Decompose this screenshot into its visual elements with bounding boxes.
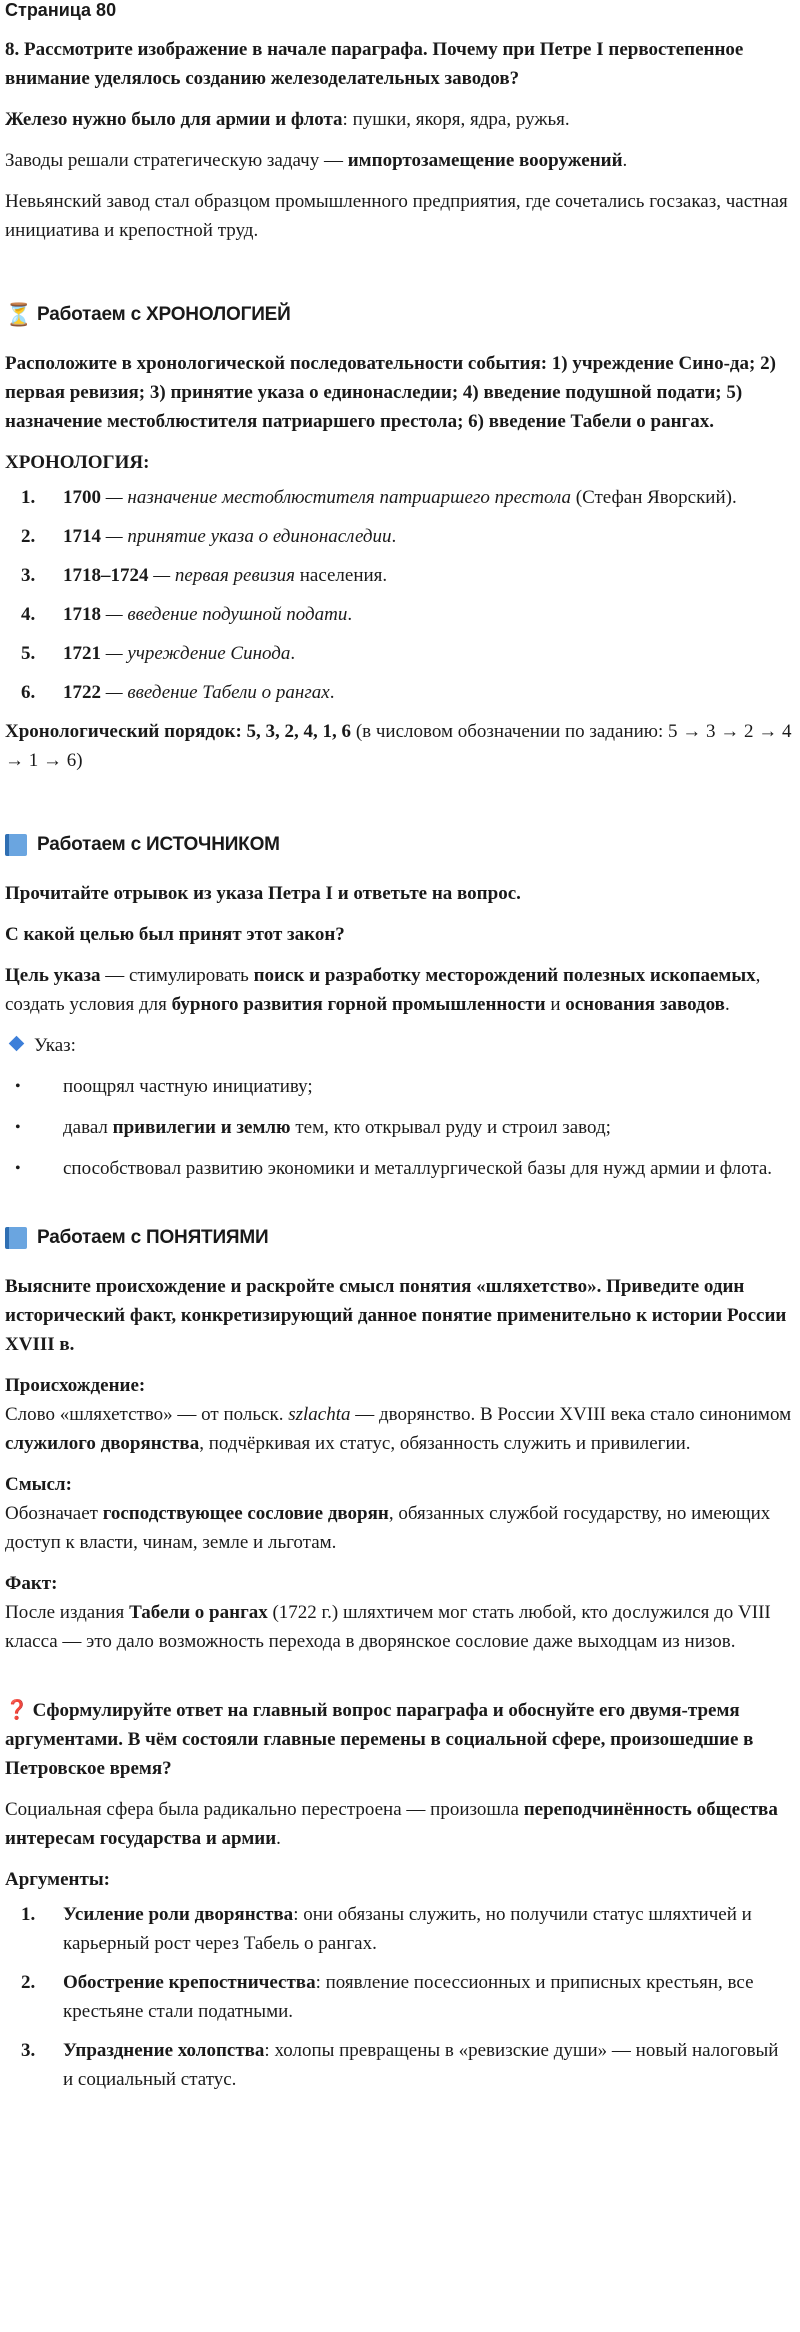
diamond-icon	[9, 1036, 25, 1052]
fact-text: После издания Табели о рангах (1722 г.) шляхтичем мог стать любой, кто дослужился до VIII класса — это дало возможность перехода в дворянское сословие даже выходцам из низов.	[5, 1602, 771, 1652]
list-item: 2. 1714 — принятие указа о единонаследии.	[21, 526, 397, 547]
fact-title: Факт:	[5, 1573, 58, 1594]
q8-answer-2: Заводы решали стратегическую задачу — импортозамещение вооружений.	[5, 150, 628, 171]
source-task-1: Прочитайте отрывок из указа Петра I и ответьте на вопрос.	[5, 883, 521, 904]
bullet-icon: •	[15, 1119, 21, 1136]
ukaz-list	[5, 1072, 792, 1183]
meaning-text: Обозначает господствующее сословие дворян, обязанных службой государству, но имеющих доступ к власти, чинам, земле и льготам.	[5, 1503, 771, 1553]
origin-title: Происхождение:	[5, 1375, 146, 1396]
chronology-subheading: ХРОНОЛОГИЯ:	[5, 452, 150, 473]
concepts-task: Выясните происхождение и раскройте смысл понятия «шляхетство». Приведите один исторический факт, конкретизирующий данное понятие применительно к истории России XVIII в.	[5, 1276, 787, 1355]
final-question: ❓ Сформулируйте ответ на главный вопрос параграфа и обоснуйте его двумя-тремя аргументами. В чём состояли главные перемены в социальной сфере, произошедшие в Петровское время?	[5, 1699, 754, 1779]
meaning-title: Смысл:	[5, 1474, 72, 1495]
concepts-heading: Работаем с ПОНЯТИЯМИ	[5, 1223, 792, 1252]
bullet-icon: •	[15, 1160, 21, 1177]
source-task-2: С какой целью был принят этот закон?	[5, 924, 345, 945]
chronology-order: Хронологический порядок: 5, 3, 2, 4, 1, 6 (в числовом обозначении по заданию: 5 → 3 → 2 → 4 → 1 → 6)	[5, 721, 792, 771]
chronology-list	[5, 483, 792, 707]
final-answer: Социальная сфера была радикально перестроена — произошла переподчинённость общества интересам государства и армии.	[5, 1799, 778, 1849]
q8-answer-3: Невьянский завод стал образцом промышленного предприятия, где сочетались госзаказ, частная инициатива и крепостной труд.	[5, 191, 788, 241]
source-goal: Цель указа — стимулировать поиск и разработку месторождений полезных ископаемых, создать условия для бурного развития горной промышленности и основания заводов.	[5, 965, 761, 1015]
hourglass-icon: ⏳	[5, 301, 33, 327]
book-icon	[5, 1227, 27, 1249]
list-item: 4. 1718 — введение подушной подати.	[21, 604, 353, 625]
q8-question: 8. Рассмотрите изображение в начале параграфа. Почему при Петре I первостепенное внимание уделялось созданию железоделательных заводов?	[5, 39, 744, 89]
chronology-heading: ⏳ Работаем с ХРОНОЛОГИЕЙ	[5, 301, 291, 327]
list-item: 5. 1721 — учреждение Синода.	[21, 643, 296, 664]
list-item: 1. Усиление роли дворянства: они обязаны служить, но получили статус шляхтичей и карьерный рост через Табель о рангах.	[21, 1904, 752, 1954]
list-item: 6. 1722 — введение Табели о рангах.	[21, 682, 335, 703]
bullet-icon: •	[15, 1078, 21, 1095]
arguments-title: Аргументы:	[5, 1869, 110, 1890]
source-heading: Работаем с ИСТОЧНИКОМ	[5, 830, 792, 859]
list-item: 3. Упразднение холопства: холопы превращены в «ревизские души» — новый налоговый и социальный статус.	[21, 2040, 779, 2090]
list-item: • давал привилегии и землю тем, кто открывал руду и строил завод;	[5, 1113, 792, 1142]
origin-text: Слово «шляхетство» — от польск. szlachta — дворянство. В России XVIII века стало синонимом служилого дворянства, подчёркивая их статус, обязанность служить и привилегии.	[5, 1404, 792, 1454]
list-item: 1. 1700 — назначение местоблюстителя патриаршего престола (Стефан Яворский).	[21, 487, 737, 508]
arguments-list	[5, 1900, 792, 2094]
book-icon	[5, 834, 27, 856]
list-item: • способствовал развитию экономики и металлургической базы для нужд армии и флота.	[5, 1154, 792, 1183]
question-mark-icon: ❓	[5, 1699, 29, 1721]
list-item: 3. 1718–1724 — первая ревизия населения.	[21, 565, 388, 586]
page-number: Страница 80	[5, 0, 117, 20]
chronology-task: Расположите в хронологической последовательности события: 1) учреждение Сино-да; 2) первая ревизия; 3) принятие указа о единонаследии; 4) введение подушной подати; 5) назначение местоблюстителя патриаршего престола; 6) введение Табели о рангах.	[5, 353, 776, 432]
list-item: 2. Обострение крепостничества: появление посессионных и приписных крестьян, все крестьяне стали податными.	[21, 1972, 754, 2022]
q8-answer-1: Железо нужно было для армии и флота: пушки, якоря, ядра, ружья.	[5, 109, 570, 130]
list-item: • поощрял частную инициативу;	[5, 1072, 792, 1101]
ukaz-label: Указ:	[5, 1031, 792, 1060]
